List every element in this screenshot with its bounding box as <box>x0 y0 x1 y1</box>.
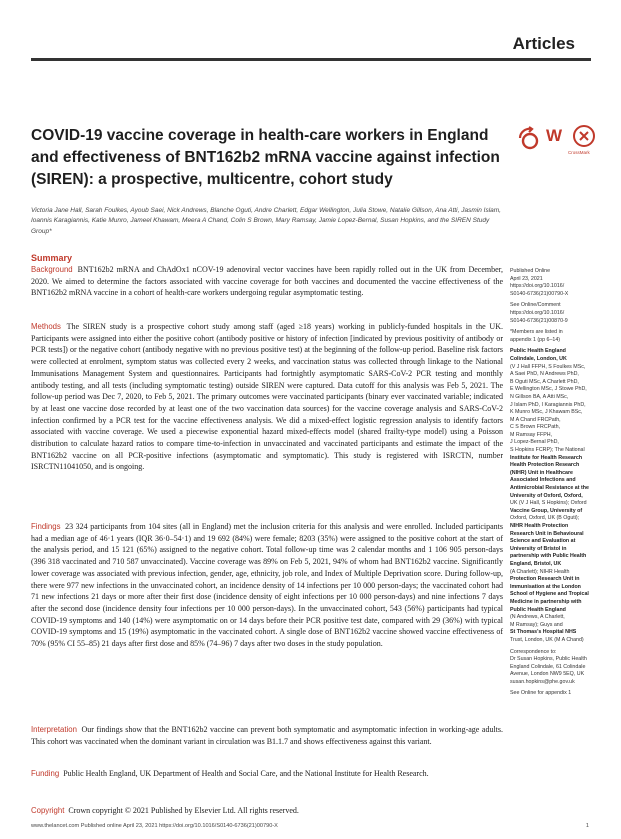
sidebar-line: (NIHR) Unit in Healthcare <box>510 469 573 476</box>
sidebar-line: Trust, London, UK (M A Chand) <box>510 636 584 643</box>
sidebar-line: C S Brown FRCPath, <box>510 424 561 431</box>
doi-link[interactable]: https://doi.org/10.1016/ <box>510 309 565 316</box>
sidebar-line: (N Andrews, A Charlett, <box>510 614 565 621</box>
sidebar-line: England, Bristol, UK <box>510 560 562 567</box>
copyright-text: Crown copyright © 2021 Published by Elsevier Ltd. All rights reserved. <box>68 806 299 815</box>
sidebar-line: UK (V J Hall, S Hopkins); Oxford <box>510 500 587 507</box>
sidebar-line: See Online/Comment <box>510 302 561 309</box>
sidebar-line: Avenue, London NW9 5EQ, UK <box>510 671 585 678</box>
email-link[interactable]: susan.hopkins@phe.gov.uk <box>510 678 575 685</box>
abstract-findings <box>31 521 503 650</box>
sidebar-line: Antimicrobial Resistance at the <box>510 485 589 492</box>
sidebar-line: (V J Hall FFPH, S Foulkes MSc, <box>510 363 586 370</box>
sidebar-line: School of Hygiene and Tropical <box>510 591 589 598</box>
sidebar-line: England Colindale, 61 Colindale <box>510 663 586 670</box>
comment-link <box>510 302 602 325</box>
doi-link[interactable]: S0140-6736(21)00870-9 <box>510 317 568 324</box>
article-title: COVID-19 vaccine coverage in health-care workers in England and effectiveness of BNT162b2 mRNA vaccine against infection (SIREN): a prospective, multicentre, cohort study <box>31 127 500 188</box>
background-lead: Background <box>31 265 73 274</box>
sidebar-line: J Islam PhD, I Karagiannis PhD, <box>510 401 586 408</box>
page-footer: www.thelancet.com Published online April 23, 2021 https://doi.org/10.1016/S0140-6736(21)00790-X <box>31 823 278 829</box>
sidebar-line: B Oguti MSc, A Charlett PhD, <box>510 378 579 385</box>
methods-lead: Methods <box>31 322 61 331</box>
affiliations <box>510 348 602 644</box>
members-note <box>510 329 602 344</box>
appendix-link[interactable]: See Online for appendix 1 <box>510 690 572 697</box>
w-icon[interactable]: W <box>546 126 563 145</box>
sidebar-line: Immunisation at the London <box>510 583 581 590</box>
sidebar-line: partnership with Public Health <box>510 553 587 560</box>
sidebar-line: Correspondence to: <box>510 648 557 655</box>
interpretation-text: Our findings show that the BNT162b2 vaccine can prevent both symptomatic and asymptomatic infection in working-age adults. This cohort was vaccinated when the dominant variant in circulation was B1.1.7 and shows effectiveness against this variant. <box>31 725 503 746</box>
sidebar-line: Protection Research Unit in <box>510 576 580 583</box>
sidebar-line: St Thomas's Hospital NHS <box>510 629 577 636</box>
sidebar-line: Published Online <box>510 268 551 274</box>
badge-group <box>516 122 596 166</box>
section-label: Articles <box>512 34 575 53</box>
interpretation-lead: Interpretation <box>31 725 77 734</box>
open-access-icon[interactable] <box>516 124 544 152</box>
sidebar-line: M A Chand FRCPath, <box>510 416 561 423</box>
sidebar-line: Dr Susan Hopkins, Public Health <box>510 656 587 663</box>
abstract-funding <box>31 768 503 780</box>
sidebar-line: Vaccine Group, University of <box>510 507 583 514</box>
sidebar-line: K Munro MSc, J Khawam BSc, <box>510 409 583 416</box>
sidebar-line: Health Protection Research <box>510 462 580 469</box>
sidebar-line: A Saei PhD, N Andrews PhD, <box>510 371 579 378</box>
sidebar-line: *Members are listed in <box>510 329 563 336</box>
sidebar-line: University of Bristol in <box>510 545 567 552</box>
sidebar-line: Public Health England <box>510 606 566 613</box>
published-online <box>510 268 602 298</box>
sidebar-line: April 23, 2021 <box>510 275 543 282</box>
author-list: Victoria Jane Hall, Sarah Foulkes, Ayoub Saei, Nick Andrews, Blanche Oguti, Andre Charlett, Edgar Wellington, Julia Stowe, Natalie Gillson, Ana Atti, Jasmin Islam, Ioannis Karagiannis, Katie Munro, Jameel Khawam, Meera A Chand, Colin S Brown, Mary Ramsay, Jamie Lopez-Bernal, Susan Hopkins, and the SIREN Study Group* <box>31 207 501 235</box>
sidebar-line: Institute for Health Research <box>510 454 583 461</box>
doi-link[interactable]: S0140-6736(21)00790-X <box>510 290 569 297</box>
summary-heading: Summary <box>31 253 73 263</box>
correspondence <box>510 649 602 687</box>
sidebar-line: appendix 1 (pp 6–14) <box>510 336 561 343</box>
abstract-interpretation <box>31 724 503 747</box>
sidebar-line: University of Oxford, Oxford, <box>510 492 583 499</box>
sidebar-notes <box>510 268 602 698</box>
sidebar-line: Oxford, Oxford, UK (B Oguti); <box>510 515 580 522</box>
background-text: BNT162b2 mRNA and ChAdOx1 nCOV-19 adenoviral vector vaccines have been rapidly rolled out in the UK from December, 2020. We aimed to determine the factors associated with vaccine coverage for both vaccines and documented the vaccine effectiveness of the BNT162b2 mRNA vaccine in a cohort of health-care workers undergoing regular asymptomatic testing. <box>31 265 504 298</box>
sidebar-line: M Ramsay FFPH, <box>510 431 553 438</box>
abstract-copyright <box>31 805 503 817</box>
sidebar-line: E Wellington MSc, J Stowe PhD, <box>510 386 587 393</box>
page-number: 1 <box>585 823 589 829</box>
sidebar-line: (A Charlett); NIHR Health <box>510 568 570 575</box>
sidebar-line: J Lopez-Bernal PhD, <box>510 439 559 446</box>
sidebar-line: NIHR Health Protection <box>510 523 569 529</box>
funding-text: Public Health England, UK Department of Health and Social Care, and the National Institute for Health Research. <box>63 769 429 778</box>
sidebar-line: Science and Evaluation at <box>510 538 576 545</box>
doi-link[interactable]: https://doi.org/10.1016/ <box>510 283 565 290</box>
sidebar-line: N Gillson BA, A Atti MSc, <box>510 393 569 400</box>
header-rule <box>31 58 591 61</box>
sidebar-line: Public Health England <box>510 348 566 355</box>
sidebar-line: Colindale, London, UK <box>510 355 567 362</box>
copyright-lead: Copyright <box>31 806 65 815</box>
findings-lead: Findings <box>31 522 61 531</box>
sidebar-line: Research Unit in Behavioural <box>510 530 584 537</box>
funding-lead: Funding <box>31 769 60 778</box>
sidebar-line: Medicine in partnership with <box>510 598 582 605</box>
crossmark-icon[interactable] <box>572 124 596 148</box>
findings-text: 23 324 participants from 104 sites (all in England) met the inclusion criteria for this analysis and were enrolled. Included participants had a median age of 46·1 years (IQR 36·0–54·1) and 19 692 (84%) were female; 8203 (35%) were assigned to the positive cohort at the start of the analysis period, and 15 121 (65%) assigned to the negative cohort. Total follow-up time was 2 calendar months and 1 106 905 person-days (396 318 vaccinated and 710 587 unvaccinated). Vaccine coverage was 89% on Feb 5, 2021, 94% of whom had BNT162b2 vaccine. Significantly lower coverage was associated with previous infection, gender, age, ethnicity, job role, and Index of Multiple Deprivation score. During follow-up, there were 977 new infections in the unvaccinated cohort, an incidence density of 14 infections per 10 000 person-days; the vaccinated cohort had 71 new infections 21 days or more after their first dose (incidence density of eight infections per 10 000 person-days) and nine infections 7 days after the second dose (incidence density four infections per 10 000 person-days). In the unvaccinated cohort, 543 (56%) participants had typical COVID-19 symptoms and 140 (14%) were asymptomatic on or 14 days before their PCR positive test date, compared with 29 (36%) with typical COVID-19 symptoms and 15 (19%) asymptomatic in the vaccinated cohort. A single dose of BNT162b2 vaccine showed vaccine effectiveness of 70% (95% CI 55–85) 21 days after first dose and 85% (74–96) 7 days after two doses in the study population. <box>31 522 504 649</box>
sidebar-line: S Hopkins FCRP); The National <box>510 447 585 454</box>
abstract-methods <box>31 321 503 473</box>
abstract-background <box>31 264 503 299</box>
sidebar-line: Associated Infections and <box>510 477 576 484</box>
methods-text: The SIREN study is a prospective cohort study among staff (aged ≥18 years) working in publicly-funded hospitals in the UK. Participants were assigned into either the positive cohort (antibody positive or history of infection [indicated by previous positivity of antibody or PCR tests]) or the negative cohort (antibody negative with no previous positive test) at the beginning of the follow-up period. Baseline risk factors were collected at enrolment, symptom status was collected every 2 weeks, and vaccination status was collected through linkage to the National Immunisations Management System and questionnaires. Participants had fortnightly asymptomatic SARS-CoV-2 PCR testing and monthly antibody testing, and all tests (including symptomatic testing) outside SIREN were captured. Data cutoff for this analysis was Feb 5, 2021. The follow-up period was Dec 7, 2020, to Feb 5, 2021. The primary outcomes were vaccinated participants (binary ever vaccinated variable; indicated by at least one vaccine dose recorded by at least one of the two vaccination data sources) for the vaccine coverage analysis and SARS-CoV-2 infection confirmed by a PCR test for the vaccine effectiveness analysis. We did a mixed-effect logistic regression analysis to identify factors associated with vaccine coverage. We used a piecewise exponential hazard mixed-effects model (shared frailty-type model) using a Poisson distribution to calculate hazard ratios to compare time-to-infection in unvaccinated and vaccinated participants and estimate the impact of the BNT162b2 vaccine on all PCR-positive infections (asymptomatic and symptomatic). This study is registered with ISRCTN, number ISRCTN11041050, and is ongoing. <box>31 322 503 472</box>
sidebar-line: M Ramsay); Guys and <box>510 621 563 628</box>
crossmark-label: CrossMark <box>568 150 590 155</box>
